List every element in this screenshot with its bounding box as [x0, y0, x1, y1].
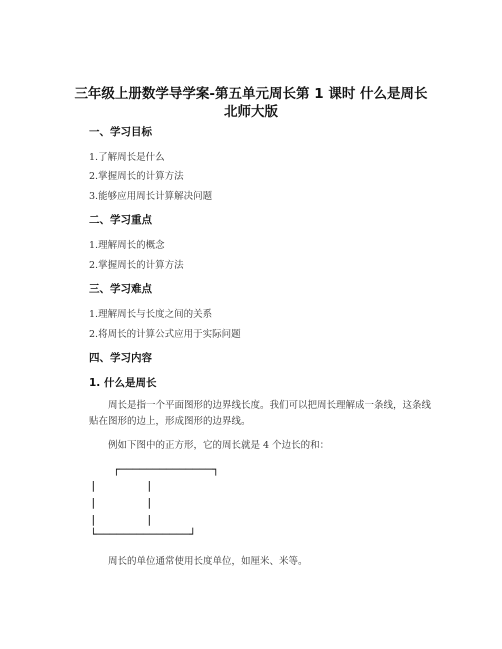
square-top-edge: ┌──────────────┐ [113, 463, 219, 476]
section-heading-difficulties: 三、学习难点 [89, 283, 152, 295]
document-title-line1: 三年级上册数学导学案-第五单元周长第 1 课时 什么是周长 [74, 86, 428, 102]
square-right-edge: | [146, 496, 153, 509]
difficulty-item-2: 2.将周长的计算公式应用于实际问题 [89, 329, 241, 340]
square-right-edge: | [146, 513, 153, 526]
section-heading-content: 四、学习内容 [89, 352, 152, 364]
document-title-line2: 北师大版 [224, 104, 278, 120]
content-subheading: 1. 什么是周长 [89, 377, 157, 389]
square-left-edge: | [90, 513, 97, 526]
paragraph-example: 例如下图中的正方形，它的周长就是 4 个边长的和： [108, 440, 330, 451]
key-point-item-1: 1.理解周长的概念 [89, 240, 165, 251]
square-bottom-edge: └──────────────┘ [90, 528, 196, 541]
paragraph-units: 周长的单位通常使用长度单位，如厘米、米等。 [108, 556, 308, 567]
goal-item-3: 3.能够应用周长计算解决问题 [89, 191, 213, 202]
square-left-edge: | [90, 479, 97, 492]
goal-item-2: 2.掌握周长的计算方法 [89, 171, 184, 182]
difficulty-item-1: 1.理解周长与长度之间的关系 [89, 309, 213, 320]
square-left-edge: | [90, 496, 97, 509]
section-heading-goals: 一、学习目标 [89, 126, 152, 138]
key-point-item-2: 2.掌握周长的计算方法 [89, 260, 184, 271]
goal-item-1: 1.了解周长是什么 [89, 152, 165, 163]
paragraph-definition: 周长是指一个平面图形的边界线长度。我们可以把周长理解成一条线，这条线贴在图形的边上，形成图形的边界线。 [89, 400, 432, 427]
section-heading-key-points: 二、学习重点 [89, 214, 152, 226]
square-right-edge: | [146, 479, 153, 492]
